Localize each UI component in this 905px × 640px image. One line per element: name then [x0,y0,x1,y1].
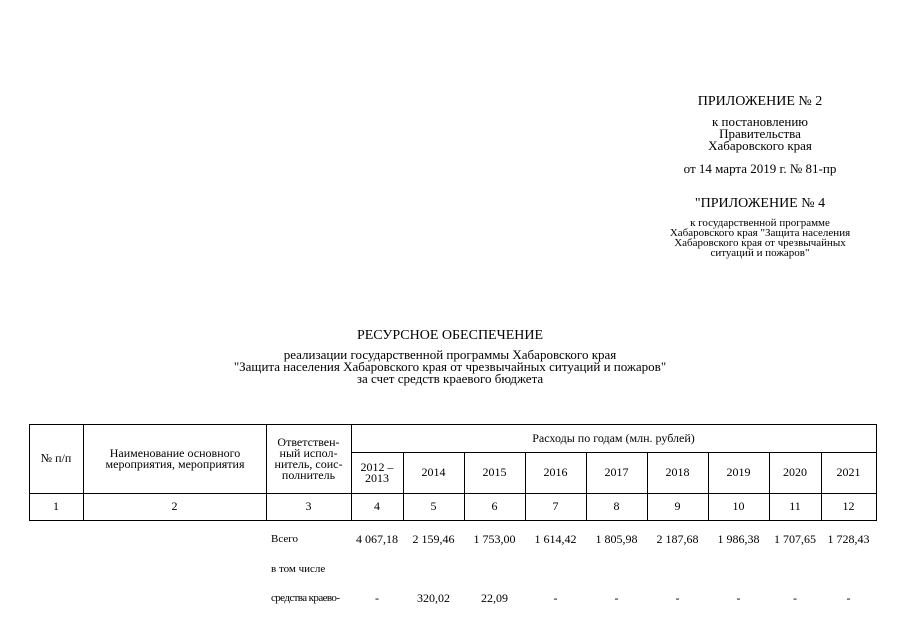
row-label-regional-funds: средства краево- [271,592,340,604]
table-cell: 2 159,46 [412,532,455,546]
table-cell: 2 187,68 [656,532,699,546]
table-cell: - [553,591,558,605]
table-cell: 22,09 [481,591,508,605]
table-cell: 1 728,43 [827,532,870,546]
appendix4-line-2: Хабаровского края "Защита населения [669,227,851,239]
table-cell: 1 753,00 [473,532,516,546]
appendix4-line-3: Хабаровского края от чрезвычайных [674,237,846,249]
column-number: 8 [613,499,620,513]
column-number: 6 [491,499,498,513]
table-cell: - [675,591,680,605]
document-subtitle-3: за счет средств краевого бюджета [356,371,544,386]
row-label-including: в том числе [271,563,326,575]
header-year: 2019 [726,465,751,479]
document-title: РЕСУРСНОЕ ОБЕСПЕЧЕНИЕ [356,328,544,343]
column-number: 5 [430,499,437,513]
header-year: 2021 [836,465,861,479]
table-cell: - [375,591,379,605]
document-subtitle-2: "Защита населения Хабаровского края от чрезвычайных ситуаций и пожаров" [233,359,667,374]
row-label-total: Всего [271,533,298,545]
appendix2-line-3: Хабаровского края [708,138,812,153]
header-number: № п/п [40,451,72,465]
appendix4-title: "ПРИЛОЖЕНИЕ № 4 [694,196,826,211]
table-cell: 1 707,65 [774,532,816,546]
table-cell: - [614,591,619,605]
table-cell: 320,02 [417,591,450,605]
header-year: 2017 [604,465,629,479]
header-activity-name: Наименование основного мероприятия, мероприятия [105,445,245,471]
header-expenses: Расходы по годам (млн. рублей) [532,430,695,445]
table-cell: 1 614,42 [534,532,577,546]
table-cell: 4 067,18 [356,532,398,546]
appendix2-title: ПРИЛОЖЕНИЕ № 2 [697,94,823,109]
header-year: 2016 [543,465,568,479]
header-year: 2014 [421,465,446,479]
appendix2-line-1: к постановлению [711,114,809,129]
header-responsible: Ответствен-ный испол-нитель, соис-полнитель [274,434,343,482]
column-number: 3 [305,499,312,513]
header-year: 2020 [783,465,807,479]
table-cell: - [846,591,851,605]
column-number: 11 [789,499,801,513]
column-number: 12 [842,499,855,513]
column-number: 9 [674,499,681,513]
appendix2-line-2: Правительства [719,126,801,141]
column-number: 4 [374,499,380,513]
header-year: 2018 [665,465,690,479]
appendix4-line-1: к государственной программе [690,217,830,229]
column-number: 7 [552,499,559,513]
document-subtitle-1: реализации государственной программы Хабаровского края [283,347,617,362]
appendix4-line-4: ситуаций и пожаров" [710,247,810,259]
table-cell: 1 805,98 [595,532,638,546]
table-cell: - [793,591,797,605]
appendix2-date: от 14 марта 2019 г. № 81-пр [683,161,837,176]
column-number: 1 [53,499,59,513]
header-year: 2015 [482,465,507,479]
column-number: 10 [732,499,745,513]
table-colnum-bottom [29,520,877,521]
column-number: 2 [171,499,178,513]
table-cell: 1 986,38 [717,532,760,546]
table-vline [876,424,877,520]
table-cell: - [736,591,741,605]
header-year: 2012 – 2013 [360,459,394,485]
